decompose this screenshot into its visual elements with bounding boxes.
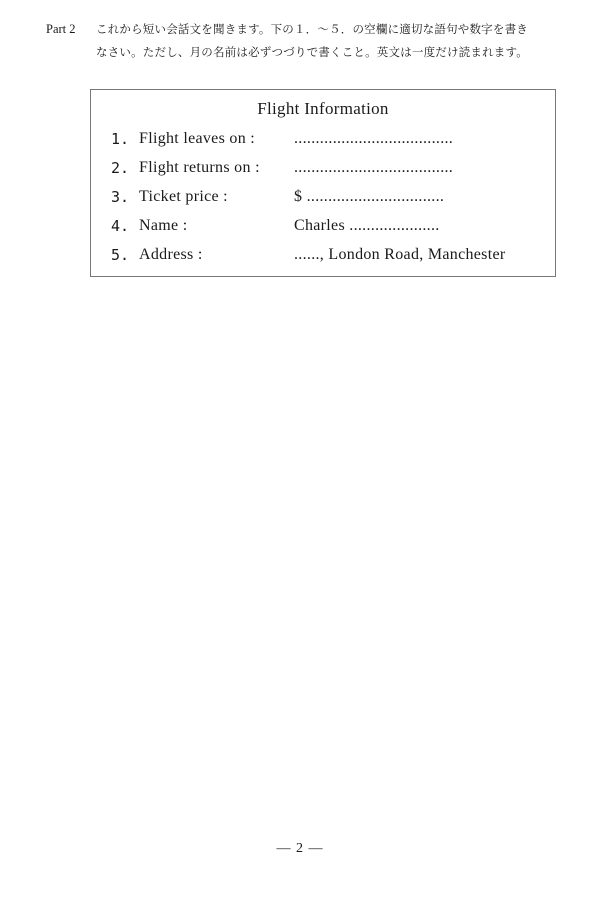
form-row-address — [111, 246, 551, 270]
flight-information-box — [90, 89, 556, 277]
form-row-ticket-price — [111, 188, 551, 212]
answer-blank[interactable]: $ ................................ — [294, 188, 445, 205]
form-row-flight-leaves — [111, 130, 551, 154]
answer-blank[interactable]: Charles ..................... — [294, 217, 440, 234]
form-row-name — [111, 217, 551, 241]
form-row-flight-returns — [111, 159, 551, 183]
item-number: 3. — [111, 188, 130, 206]
form-title: Flight Information — [257, 99, 389, 118]
page-number: — 2 — — [276, 841, 324, 856]
field-label: Flight returns on : — [139, 159, 260, 176]
instruction-line-2: なさい。ただし、月の名前は必ずつづりで書くこと。英文は一度だけ読まれます。 — [96, 45, 528, 59]
answer-blank[interactable]: ..................................... — [294, 159, 454, 176]
field-label: Ticket price : — [139, 188, 228, 205]
item-number: 4. — [111, 217, 130, 235]
item-number: 2. — [111, 159, 130, 177]
answer-blank[interactable]: ..................................... — [294, 130, 454, 147]
part-label: Part 2 — [46, 22, 76, 36]
answer-blank[interactable]: ......, London Road, Manchester — [294, 246, 506, 263]
item-number: 5. — [111, 246, 130, 264]
instruction-line-1: これから短い会話文を聞きます。下の１．～５．の空欄に適切な語句や数字を書き — [96, 22, 528, 36]
field-label: Address : — [139, 246, 203, 263]
item-number: 1. — [111, 130, 130, 148]
field-label: Flight leaves on : — [139, 130, 256, 147]
field-label: Name : — [139, 217, 188, 234]
